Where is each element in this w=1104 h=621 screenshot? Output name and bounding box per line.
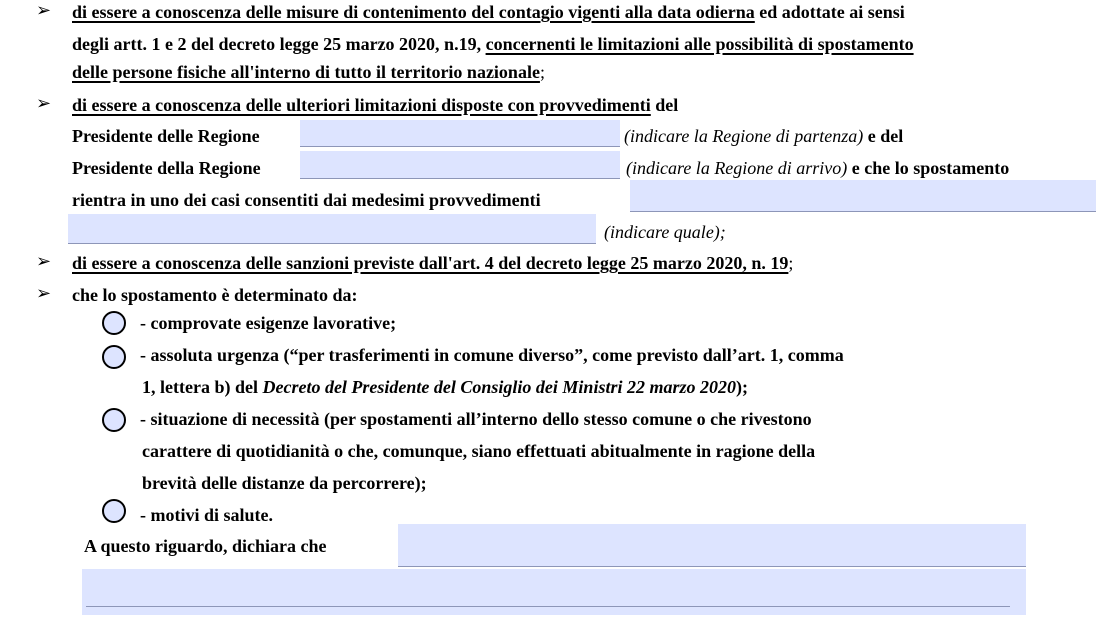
bullet-1-underlined-text: di essere a conoscenza delle misure di contenimento del contagio vigenti alla data odierna [72,2,755,22]
bullet-1-underlined-text: delle persone fisiche all'interno di tutto il territorio nazionale [72,62,540,82]
bullet-2-line-1 [72,94,678,116]
reason-salute-label: - motivi di salute. [140,505,273,525]
bullet-1-punct: ; [539,62,545,82]
casi-consentiti-label: rientra in uno dei casi consentiti dai medesimi provvedimenti [72,190,541,210]
dichiarazione-field-line-2[interactable] [82,569,1026,615]
quale-field[interactable] [68,214,596,244]
bullet-3-punct: ; [788,253,794,273]
presidente-arrivo-tail: e che lo spostamento [851,158,1010,178]
bullet-1-line-2 [72,33,914,55]
bullet-arrow-icon: ➢ [36,93,52,114]
regione-arrivo-hint: (indicare la Regione di arrivo) [626,158,848,178]
reason-urgenza-end: ); [735,377,748,397]
bullet-1-line-3 [72,61,545,83]
radio-assoluta-urgenza[interactable] [102,345,126,369]
presidente-partenza-tail: e del [867,126,904,146]
field-underline [86,606,1010,607]
declaration-label: A questo riguardo, dichiara che [84,536,327,556]
presidente-partenza-label: Presidente delle Regione [72,126,260,146]
presidente-partenza-hint-line [624,125,903,147]
reason-necessita-line-2: carattere di quotidianità o che, comunque, siano effettuati abitualmente in ragione della [142,441,816,461]
presidente-arrivo-hint-line [626,157,1009,179]
regione-partenza-hint: (indicare la Regione di partenza) [624,126,864,146]
bullet-arrow-icon: ➢ [36,283,52,304]
bullet-2-underlined-text: di essere a conoscenza delle ulteriori limitazioni disposte con provvedimenti [72,95,651,115]
bullet-3-underlined-text: di essere a conoscenza delle sanzioni previste dall'art. 4 del decreto legge 25 marzo 2020, n. 19 [72,253,789,273]
bullet-arrow-icon: ➢ [36,251,52,272]
bullet-1-text: ed adottate ai sensi [759,2,905,22]
reason-necessita-line-3: brevità delle distanze da percorrere); [142,473,427,493]
reason-urgenza-line-1: - assoluta urgenza (“per trasferimenti in comune diverso”, come previsto dall’art. 1, comma [140,345,844,365]
radio-motivi-salute[interactable] [102,499,126,523]
radio-situazione-necessita[interactable] [102,408,126,432]
bullet-2-text: del [655,95,679,115]
reason-urgenza-text: 1, lettera b) del [142,377,258,397]
reason-urgenza-line-2 [142,376,748,398]
reason-necessita-line-1: - situazione di necessità (per spostamenti all’interno dello stesso comune o che rivestono [140,409,812,429]
bullet-3-line [72,252,793,274]
regione-arrivo-field[interactable] [300,151,620,179]
regione-partenza-field[interactable] [300,120,620,147]
caso-consentito-field[interactable] [630,180,1096,212]
bullet-1-line-1 [72,1,905,23]
reason-urgenza-decree: Decreto del Presidente del Consiglio dei Ministri 22 marzo 2020 [262,377,736,397]
presidente-arrivo-label: Presidente della Regione [72,158,261,178]
quale-hint: (indicare quale); [604,222,726,242]
bullet-4-label: che lo spostamento è determinato da: [72,285,358,305]
dichiarazione-field-line-1[interactable] [398,524,1026,567]
reason-lavoro-label: - comprovate esigenze lavorative; [140,313,397,333]
radio-esigenze-lavorative[interactable] [102,311,126,335]
bullet-1-underlined-text: concernenti le limitazioni alle possibilità di spostamento [485,34,914,54]
bullet-1-text: degli artt. 1 e 2 del decreto legge 25 marzo 2020, n.19, [72,34,482,54]
bullet-arrow-icon: ➢ [36,0,52,21]
